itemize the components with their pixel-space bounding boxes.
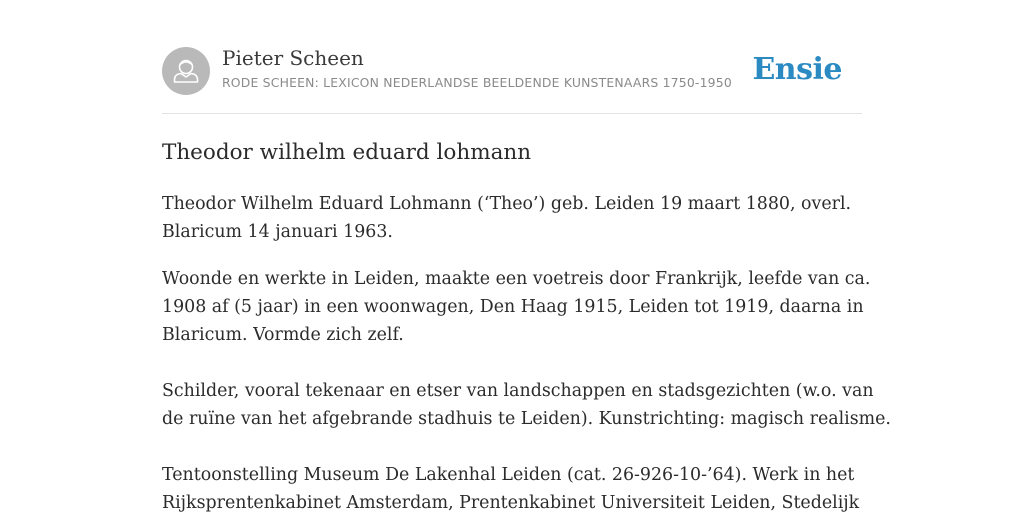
paragraph-line: de ruïne van het afgebrande stadhuis te Leiden). Kunstrichting: magisch realisme. [162, 409, 891, 429]
article-page [162, 0, 891, 513]
paragraph-gap [162, 433, 862, 461]
author-avatar[interactable] [162, 47, 210, 95]
paragraph-line: Blaricum. Vormde zich zelf. [162, 325, 404, 345]
paragraph-line: 1908 af (5 jaar) in een woonwagen, Den Haag 1915, Leiden tot 1919, daarna in [162, 297, 864, 317]
paragraph-1 [162, 190, 862, 246]
paragraph-line: Tentoonstelling Museum De Lakenhal Leiden (cat. 26-926-10-’64). Werk in het [162, 465, 855, 485]
paragraph-line: Rijksprentenkabinet Amsterdam, Prentenkabinet Universiteit Leiden, Stedelijk [162, 493, 860, 513]
author-source: RODE SCHEEN: LEXICON NEDERLANDSE BEELDENDE KUNSTENAARS 1750-1950 [222, 75, 732, 90]
ensie-logo[interactable]: Ensie [752, 52, 842, 87]
paragraph-4 [162, 461, 862, 517]
paragraph-line: Blaricum 14 januari 1963. [162, 222, 393, 242]
paragraph-2 [162, 265, 871, 349]
paragraph-3 [162, 377, 891, 433]
article-title: Theodor wilhelm eduard lohmann [162, 140, 532, 165]
paragraph-gap [162, 349, 862, 377]
article-header [162, 0, 862, 114]
author-name[interactable]: Pieter Scheen [222, 46, 364, 70]
paragraph-line: Schilder, vooral tekenaar en etser van landschappen en stadsgezichten (w.o. van [162, 381, 874, 401]
article-body [162, 190, 891, 517]
paragraph-line: Woonde en werkte in Leiden, maakte een voetreis door Frankrijk, leefde van ca. [162, 269, 871, 289]
user-silhouette-icon [162, 47, 210, 95]
paragraph-line: Theodor Wilhelm Eduard Lohmann (‘Theo’) geb. Leiden 19 maart 1880, overl. [162, 194, 852, 214]
